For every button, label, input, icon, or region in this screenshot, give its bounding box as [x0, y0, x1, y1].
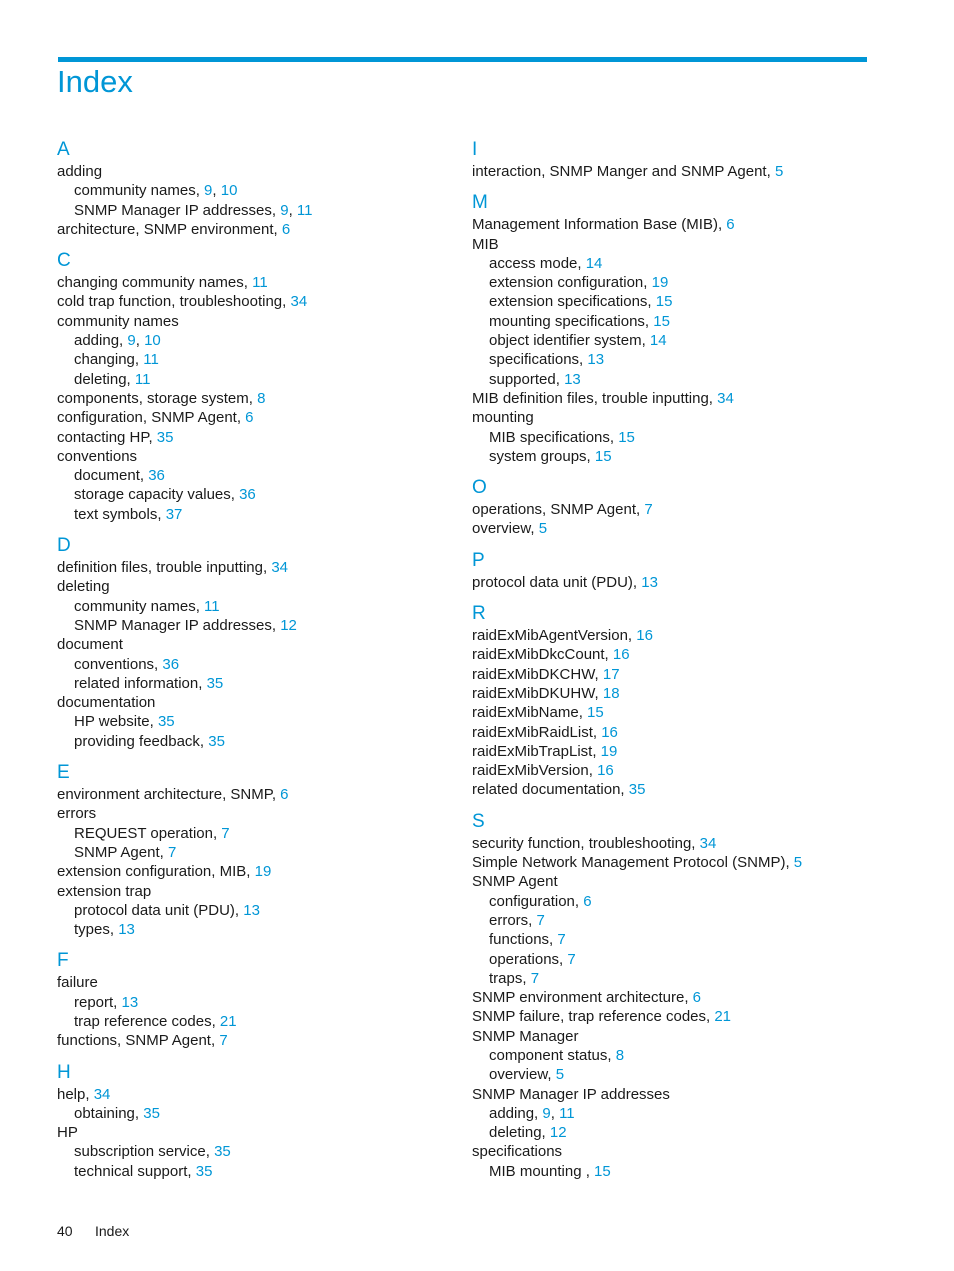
index-subentry	[472, 911, 872, 930]
page-reference-link[interactable]: 13	[243, 901, 260, 919]
page-reference-link[interactable]: 35	[206, 674, 224, 692]
entry-text: environment architecture, SNMP,	[57, 786, 281, 804]
page-reference-link[interactable]: 7	[219, 1032, 228, 1050]
section-letter: C	[57, 250, 71, 272]
index-entry	[472, 780, 872, 799]
index-entry	[57, 804, 457, 823]
index-subentry	[57, 824, 457, 843]
page-reference-link[interactable]: 36	[239, 486, 256, 504]
entry-text: access mode,	[489, 254, 586, 272]
entry-text: operations, SNMP Agent,	[472, 501, 645, 519]
footer-label: Index	[95, 1223, 130, 1239]
entry-text: interaction, SNMP Manger and SNMP Agent,	[472, 163, 775, 180]
index-entry	[472, 684, 872, 703]
index-subentry: SNMP Manager IP addresses, 9, 11	[74, 201, 313, 219]
index-entry	[472, 1027, 872, 1046]
index-entry	[472, 872, 872, 891]
index-subentry	[472, 312, 872, 331]
index-entry	[57, 447, 457, 466]
index-entry	[57, 1123, 457, 1142]
page-reference-link[interactable]: 35	[628, 781, 646, 799]
entry-text: deleting,	[489, 1124, 550, 1142]
index-section-s	[472, 810, 872, 1181]
index-subentry	[57, 843, 457, 862]
index-section-d	[57, 534, 457, 751]
index-section-c	[57, 249, 457, 524]
section-letter: R	[472, 603, 486, 625]
entry-text: SNMP Agent	[472, 873, 558, 891]
page-reference-link[interactable]: 5	[774, 163, 784, 180]
page-reference-link[interactable]: 12	[549, 1124, 567, 1142]
page-reference-link[interactable]: 15	[594, 447, 612, 465]
page-reference-link[interactable]: 17	[602, 665, 620, 683]
entry-text: mounting	[472, 409, 534, 427]
entry-text: community names,	[74, 182, 205, 200]
entry-text: mounting specifications,	[489, 312, 654, 330]
page-reference-link[interactable]: 9	[280, 201, 289, 219]
page-reference-link[interactable]: 16	[601, 723, 618, 741]
entry-text: MIB specifications,	[489, 428, 619, 446]
index-subentry	[472, 1065, 872, 1084]
page-reference-link[interactable]: 6	[583, 892, 592, 910]
entry-text: adding	[57, 163, 103, 180]
entry-text: raidExMibDKCHW,	[472, 665, 603, 683]
entry-text: related information,	[74, 674, 207, 692]
entry-text: errors,	[489, 911, 537, 929]
index-entry	[472, 645, 872, 664]
page-reference-link[interactable]: 14	[585, 254, 603, 272]
entry-text: errors	[57, 805, 97, 823]
page-reference-link[interactable]: 6	[692, 989, 701, 1007]
index-section-m	[472, 191, 872, 466]
entry-text: report,	[74, 993, 122, 1011]
index-entry	[472, 1085, 872, 1104]
index-subentry	[57, 1162, 457, 1181]
page-reference-link[interactable]: 36	[148, 467, 165, 485]
index-subentry: community names, 9, 10	[74, 182, 238, 200]
page-reference-link[interactable]: 16	[597, 762, 614, 780]
page-reference-link[interactable]: 14	[649, 332, 667, 350]
index-subentry	[472, 1162, 872, 1181]
entry-text: trap reference codes,	[74, 1012, 220, 1030]
entry-text: component status,	[489, 1046, 616, 1064]
page-title: Index	[57, 64, 133, 99]
entry-text: raidExMibName,	[472, 704, 588, 722]
page-reference-link[interactable]: 35	[195, 1162, 213, 1180]
page-reference-link[interactable]: 21	[714, 1008, 732, 1026]
page-reference-link[interactable]: 18	[602, 684, 620, 702]
page-reference-link[interactable]: 6	[280, 786, 289, 804]
index-subentry	[472, 370, 872, 389]
page-reference-link[interactable]: 16	[612, 646, 630, 664]
entry-text: related documentation,	[472, 781, 629, 799]
index-entry	[472, 834, 872, 853]
index-entry	[472, 626, 872, 645]
page-reference-link[interactable]: 34	[699, 834, 717, 852]
page-reference-link[interactable]: 13	[641, 573, 658, 591]
entry-text: MIB definition files, trouble inputting,	[472, 389, 718, 407]
page-reference-link[interactable]: 11	[296, 201, 313, 219]
index-subentry: adding, 9, 10	[74, 332, 161, 350]
entry-text: raidExMibDkcCount,	[472, 646, 613, 664]
index-subentry	[57, 597, 457, 616]
index-subentry	[472, 447, 872, 466]
entry-text: object identifier system,	[489, 332, 650, 350]
entry-text: SNMP environment architecture,	[472, 989, 693, 1007]
page-reference-link[interactable]: 34	[271, 559, 288, 577]
index-entry	[57, 1085, 457, 1104]
index-subentry	[57, 466, 457, 485]
entry-text: Management Information Base (MIB),	[472, 216, 727, 234]
section-letter: D	[57, 535, 71, 557]
index-entry	[57, 785, 457, 804]
entry-text: extension configuration,	[489, 274, 652, 292]
page-reference-link[interactable]: 11	[134, 370, 151, 388]
entry-text: failure	[57, 974, 98, 992]
entry-text: Simple Network Management Protocol (SNMP),	[472, 854, 794, 872]
entry-text: SNMP Manager IP addresses	[472, 1085, 670, 1103]
entry-text: community names	[57, 312, 179, 330]
index-entry	[57, 220, 457, 239]
entry-text: definition files, trouble inputting,	[57, 559, 272, 577]
index-entry	[472, 389, 872, 408]
entry-text: operations,	[489, 950, 568, 968]
entry-text: SNMP Manager IP addresses,	[74, 201, 281, 219]
index-section-r	[472, 602, 872, 800]
entry-text: security function, troubleshooting,	[472, 834, 700, 852]
section-letter: A	[57, 139, 70, 160]
page-reference-link[interactable]: 12	[280, 616, 297, 634]
entry-text: cold trap function, troubleshooting,	[57, 293, 291, 311]
section-letter: I	[472, 139, 478, 160]
entry-text: help,	[57, 1085, 94, 1103]
page-reference-link[interactable]: 35	[208, 732, 225, 750]
index-column-left	[57, 138, 457, 1191]
index-section-f	[57, 949, 457, 1050]
entry-text: configuration,	[489, 892, 584, 910]
entry-text: REQUEST operation,	[74, 824, 222, 842]
index-entry	[472, 215, 872, 234]
page-reference-link[interactable]: 37	[165, 505, 183, 523]
index-subentry	[472, 892, 872, 911]
page-number: 40	[57, 1223, 73, 1239]
entry-text: changing,	[74, 351, 144, 369]
index-entry	[57, 428, 457, 447]
index-subentry	[472, 254, 872, 273]
section-letter: P	[472, 549, 485, 571]
entry-text: technical support,	[74, 1162, 196, 1180]
entry-text: community names,	[74, 597, 205, 615]
entry-text: overview,	[489, 1066, 556, 1084]
page-reference-link[interactable]: 34	[717, 389, 734, 407]
page-reference-link[interactable]: 19	[254, 863, 272, 881]
index-section-a	[57, 138, 457, 239]
index-subentry	[472, 1046, 872, 1065]
index-entry	[472, 853, 872, 872]
page-reference-link[interactable]: 6	[245, 409, 254, 427]
index-subentry	[57, 732, 457, 751]
entry-text: SNMP Manager IP addresses,	[74, 616, 281, 634]
section-letter: S	[472, 810, 485, 832]
entry-text: extension configuration, MIB,	[57, 863, 255, 881]
entry-text: extension specifications,	[489, 293, 656, 311]
page-reference-link[interactable]: 19	[600, 742, 618, 760]
page-reference-link[interactable]: 35	[214, 1143, 231, 1161]
page-reference-link[interactable]: 6	[726, 216, 735, 234]
entry-text: components, storage system,	[57, 389, 258, 407]
index-entry	[472, 665, 872, 684]
index-entry	[472, 500, 872, 519]
page-reference-link[interactable]: 7	[530, 969, 540, 987]
page-reference-link[interactable]: 15	[618, 428, 635, 446]
entry-text: contacting HP,	[57, 428, 157, 446]
index-entry	[472, 235, 872, 254]
entry-text: specifications,	[489, 351, 588, 369]
index-entry	[472, 1142, 872, 1161]
page-reference-link[interactable]: 11	[559, 1104, 575, 1122]
entry-text: obtaining,	[74, 1104, 144, 1122]
index-subentry	[57, 993, 457, 1012]
index-subentry	[57, 485, 457, 504]
index-entry	[472, 742, 872, 761]
index-subentry	[57, 1104, 457, 1123]
page-reference-link[interactable]: 15	[655, 293, 673, 311]
index-subentry	[472, 1123, 872, 1142]
page-reference-link[interactable]: 7	[557, 931, 566, 949]
page-reference-link[interactable]: 13	[118, 921, 135, 939]
page-reference-link[interactable]: 13	[564, 370, 581, 388]
index-entry	[57, 408, 457, 427]
entry-text: deleting	[57, 578, 110, 596]
index-subentry	[472, 350, 872, 369]
section-letter: H	[57, 1061, 71, 1083]
page-reference-link[interactable]: 8	[615, 1046, 625, 1064]
index-subentry	[472, 969, 872, 988]
page-reference-link[interactable]: 13	[587, 351, 605, 369]
entry-text: SNMP Agent,	[74, 843, 168, 861]
index-entry	[57, 635, 457, 654]
index-entry	[57, 1031, 457, 1050]
index-section-o	[472, 476, 872, 539]
page-reference-link[interactable]: 7	[644, 501, 653, 519]
entry-text: functions, SNMP Agent,	[57, 1032, 220, 1050]
index-subentry	[472, 292, 872, 311]
entry-text: architecture, SNMP environment,	[57, 220, 282, 238]
entry-text: document,	[74, 467, 149, 485]
index-subentry	[57, 505, 457, 524]
page-reference-link[interactable]: 11	[204, 597, 220, 615]
index-entry	[57, 162, 457, 181]
index-section-i	[472, 138, 872, 181]
page-reference-link[interactable]: 9	[542, 1104, 551, 1122]
page-reference-link[interactable]: 11	[143, 351, 159, 369]
index-entry	[57, 973, 457, 992]
index-entry	[57, 577, 457, 596]
page-reference-link[interactable]: 11	[252, 274, 268, 292]
index-subentry: adding, 9, 11	[489, 1104, 575, 1122]
page-reference-link[interactable]: 35	[143, 1104, 160, 1122]
index-entry	[472, 703, 872, 722]
index-entry	[472, 162, 872, 181]
section-letter: E	[57, 762, 70, 784]
index-entry	[472, 408, 872, 427]
index-section-h	[57, 1061, 457, 1181]
page-reference-link[interactable]: 15	[594, 1162, 611, 1180]
page-reference-link[interactable]: 35	[157, 713, 175, 731]
page-reference-link[interactable]: 16	[636, 627, 653, 645]
entry-text: overview,	[472, 520, 539, 538]
index-subentry	[57, 674, 457, 693]
entry-text: storage capacity values,	[74, 486, 240, 504]
index-entry	[57, 558, 457, 577]
page-reference-link[interactable]: 9	[204, 182, 213, 200]
page-reference-link[interactable]: 5	[793, 854, 803, 872]
page-reference-link[interactable]: 35	[156, 428, 174, 446]
entry-text: conventions,	[74, 655, 163, 673]
page-reference-link[interactable]: 34	[290, 293, 308, 311]
index-subentry	[57, 712, 457, 731]
entry-text: MIB mounting ,	[489, 1162, 595, 1180]
index-entry	[472, 519, 872, 538]
entry-text: changing community names,	[57, 274, 253, 292]
index-entry	[57, 292, 457, 311]
index-entry	[472, 1007, 872, 1026]
entry-text: text symbols,	[74, 505, 166, 523]
index-entry	[57, 693, 457, 712]
index-entry	[57, 273, 457, 292]
section-letter: O	[472, 477, 487, 499]
top-rule	[58, 57, 867, 62]
index-entry	[472, 723, 872, 742]
index-subentry	[57, 350, 457, 369]
entry-text: subscription service,	[74, 1143, 215, 1161]
index-entry	[57, 312, 457, 331]
index-subentry	[57, 901, 457, 920]
entry-text: raidExMibTrapList,	[472, 742, 601, 760]
entry-text: raidExMibRaidList,	[472, 723, 602, 741]
page-footer	[57, 1223, 129, 1239]
entry-text: adding,	[74, 332, 128, 350]
page-reference-link[interactable]: 36	[162, 655, 180, 673]
entry-text: raidExMibDKUHW,	[472, 684, 603, 702]
entry-text: HP	[57, 1124, 78, 1142]
index-entry	[472, 988, 872, 1007]
index-section-p	[472, 549, 872, 592]
entry-text: traps,	[489, 969, 531, 987]
index-column-right	[472, 138, 872, 1191]
index-entry	[57, 882, 457, 901]
entry-text: extension trap	[57, 882, 152, 900]
page-reference-link[interactable]: 13	[121, 993, 139, 1011]
index-subentry	[57, 616, 457, 635]
index-entry	[57, 862, 457, 881]
entry-text: providing feedback,	[74, 732, 209, 750]
index-subentry	[57, 655, 457, 674]
entry-text: deleting,	[74, 370, 135, 388]
page-reference-link[interactable]: 21	[219, 1012, 237, 1030]
entry-text: protocol data unit (PDU),	[472, 573, 642, 591]
section-letter: F	[57, 950, 69, 972]
entry-text: system groups,	[489, 447, 595, 465]
page-reference-link[interactable]: 7	[536, 911, 545, 929]
page-reference-link[interactable]: 15	[653, 312, 670, 330]
entry-text: protocol data unit (PDU),	[74, 901, 244, 919]
entry-text: conventions	[57, 447, 138, 465]
page-reference-link[interactable]: 15	[587, 704, 604, 722]
page-reference-link[interactable]: 8	[257, 389, 266, 407]
entry-text: functions,	[489, 931, 558, 949]
index-subentry	[57, 920, 457, 939]
page-reference-link[interactable]: 5	[555, 1066, 565, 1084]
entry-text: document	[57, 636, 123, 654]
entry-text: documentation	[57, 694, 156, 712]
index-entry	[472, 573, 872, 592]
index-subentry	[472, 428, 872, 447]
entry-text: supported,	[489, 370, 565, 388]
page-reference-link[interactable]: 10	[144, 332, 161, 350]
index-subentry	[57, 370, 457, 389]
index-section-e	[57, 761, 457, 939]
page-reference-link[interactable]: 7	[567, 950, 576, 968]
index-subentry	[57, 1142, 457, 1161]
page-reference-link[interactable]: 7	[167, 843, 177, 861]
entry-text: HP website,	[74, 713, 158, 731]
entry-text: raidExMibAgentVersion,	[472, 627, 637, 645]
entry-text: SNMP failure, trap reference codes,	[472, 1008, 715, 1026]
entry-text: SNMP Manager	[472, 1027, 579, 1045]
index-subentry	[472, 950, 872, 969]
entry-text: specifications	[472, 1143, 563, 1161]
page-reference-link[interactable]: 9	[127, 332, 136, 350]
page-reference-link[interactable]: 6	[281, 220, 291, 238]
index-subentry	[472, 331, 872, 350]
page-reference-link[interactable]: 7	[221, 824, 230, 842]
page-reference-link[interactable]: 5	[538, 520, 548, 538]
entry-text: MIB	[472, 235, 499, 253]
entry-text: types,	[74, 921, 119, 939]
section-letter: M	[472, 192, 488, 214]
page-reference-link[interactable]: 10	[220, 182, 238, 200]
index-subentry	[472, 273, 872, 292]
index-subentry	[57, 1012, 457, 1031]
page-reference-link[interactable]: 19	[651, 274, 669, 292]
entry-text: raidExMibVersion,	[472, 762, 598, 780]
index-entry	[57, 389, 457, 408]
index-subentry	[472, 930, 872, 949]
page-reference-link[interactable]: 34	[93, 1085, 111, 1103]
index-entry	[472, 761, 872, 780]
entry-text: configuration, SNMP Agent,	[57, 409, 246, 427]
entry-text: adding,	[489, 1104, 543, 1122]
